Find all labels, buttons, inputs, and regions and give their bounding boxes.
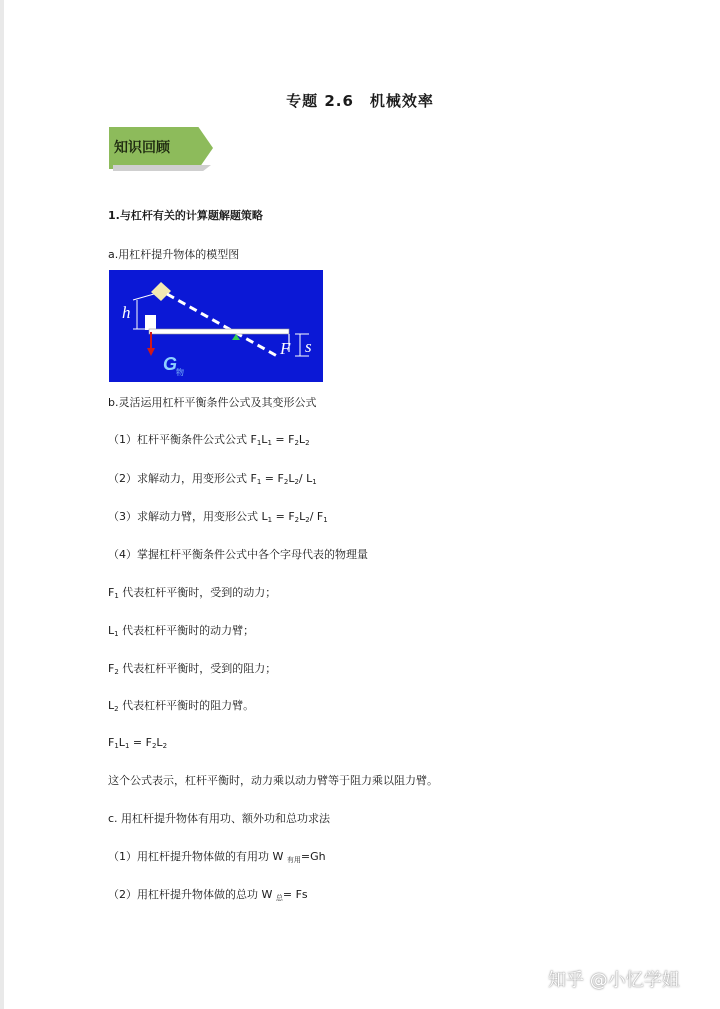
formula-item-2-text: （2）求解动力，用变形公式 [108,472,251,485]
useful-work-subscript: 有用 [286,856,301,864]
formula-item-3-text: （3）求解动力臂，用变形公式 [108,510,262,523]
definition-f2: $F_2$ 代表杠杆平衡时，受到的阻力； [108,662,277,676]
horizontal-lever [149,329,289,334]
useful-work-equation: =Gh [300,850,326,863]
section-c-label: c. 用杠杆提升物体有用功、额外功和总功求法 [108,812,331,825]
label-g: G [163,354,178,374]
label-h: h [122,303,131,322]
formula-item-2: （2）求解动力，用变形公式 $F_1 = F_2L_2/$ $L_1$ [108,472,317,486]
label-f: F [280,339,291,358]
section-b-label: b.灵活运用杠杆平衡条件公式及其变形公式 [108,396,317,409]
label-s: s [305,337,312,356]
total-work-subscript: 总 [275,894,283,902]
definition-f1-text: 代表杠杆平衡时，受到的动力； [122,586,277,599]
definition-l2: $L_2$ 代表杠杆平衡时的阻力臂。 [108,699,255,713]
page-title: 专题 2.6 机械效率 [286,92,434,110]
definition-f2-text: 代表杠杆平衡时，受到的阻力； [122,662,277,675]
total-work-text: （2）用杠杆提升物体做的总功 W [108,888,276,901]
label-g-subscript: 物 [176,368,184,377]
definition-l1: $L_1$ 代表杠杆平衡时的动力臂； [108,624,255,638]
section-a-label: a.用杠杆提升物体的模型图 [108,248,240,261]
definition-l1-text: 代表杠杆平衡时的动力臂； [122,624,255,637]
heading-lever-strategy: 1.与杠杆有关的计算题解题策略 [108,209,263,222]
definition-f1: $F_1$ 代表杠杆平衡时，受到的动力； [108,586,277,600]
formula-item-4: （4）掌握杠杆平衡条件公式中各个字母代表的物理量 [108,548,368,561]
page-edge [0,0,4,1009]
lever-model-diagram [109,270,323,382]
watermark: 知乎 @小忆学姐 [548,970,680,991]
diagram-background [109,270,323,382]
formula-item-1-text: （1）杠杆平衡条件公式公式 [108,433,251,446]
formula-item-3: （3）求解动力臂，用变形公式 $L_1 = F_2L_2/$ $F_1$ [108,510,328,524]
definition-l2-text: 代表杠杆平衡时的阻力臂。 [122,699,255,712]
formula-item-1: （1）杠杆平衡条件公式公式 $F_1L_1 = F_2L_2$ [108,433,310,447]
useful-work-formula [108,848,326,865]
resting-load-block [145,315,156,330]
balance-formula: $F_1L_1 = F_2L_2$ [108,736,168,750]
total-work-equation: = Fs [282,888,308,901]
section-banner-shadow [113,165,211,171]
section-banner-label: 知识回顾 [114,140,170,156]
total-work-formula [108,886,308,903]
useful-work-text: （1）用杠杆提升物体做的有用功 W [108,850,287,863]
formula-explanation: 这个公式表示，杠杆平衡时，动力乘以动力臂等于阻力乘以阻力臂。 [108,774,438,787]
